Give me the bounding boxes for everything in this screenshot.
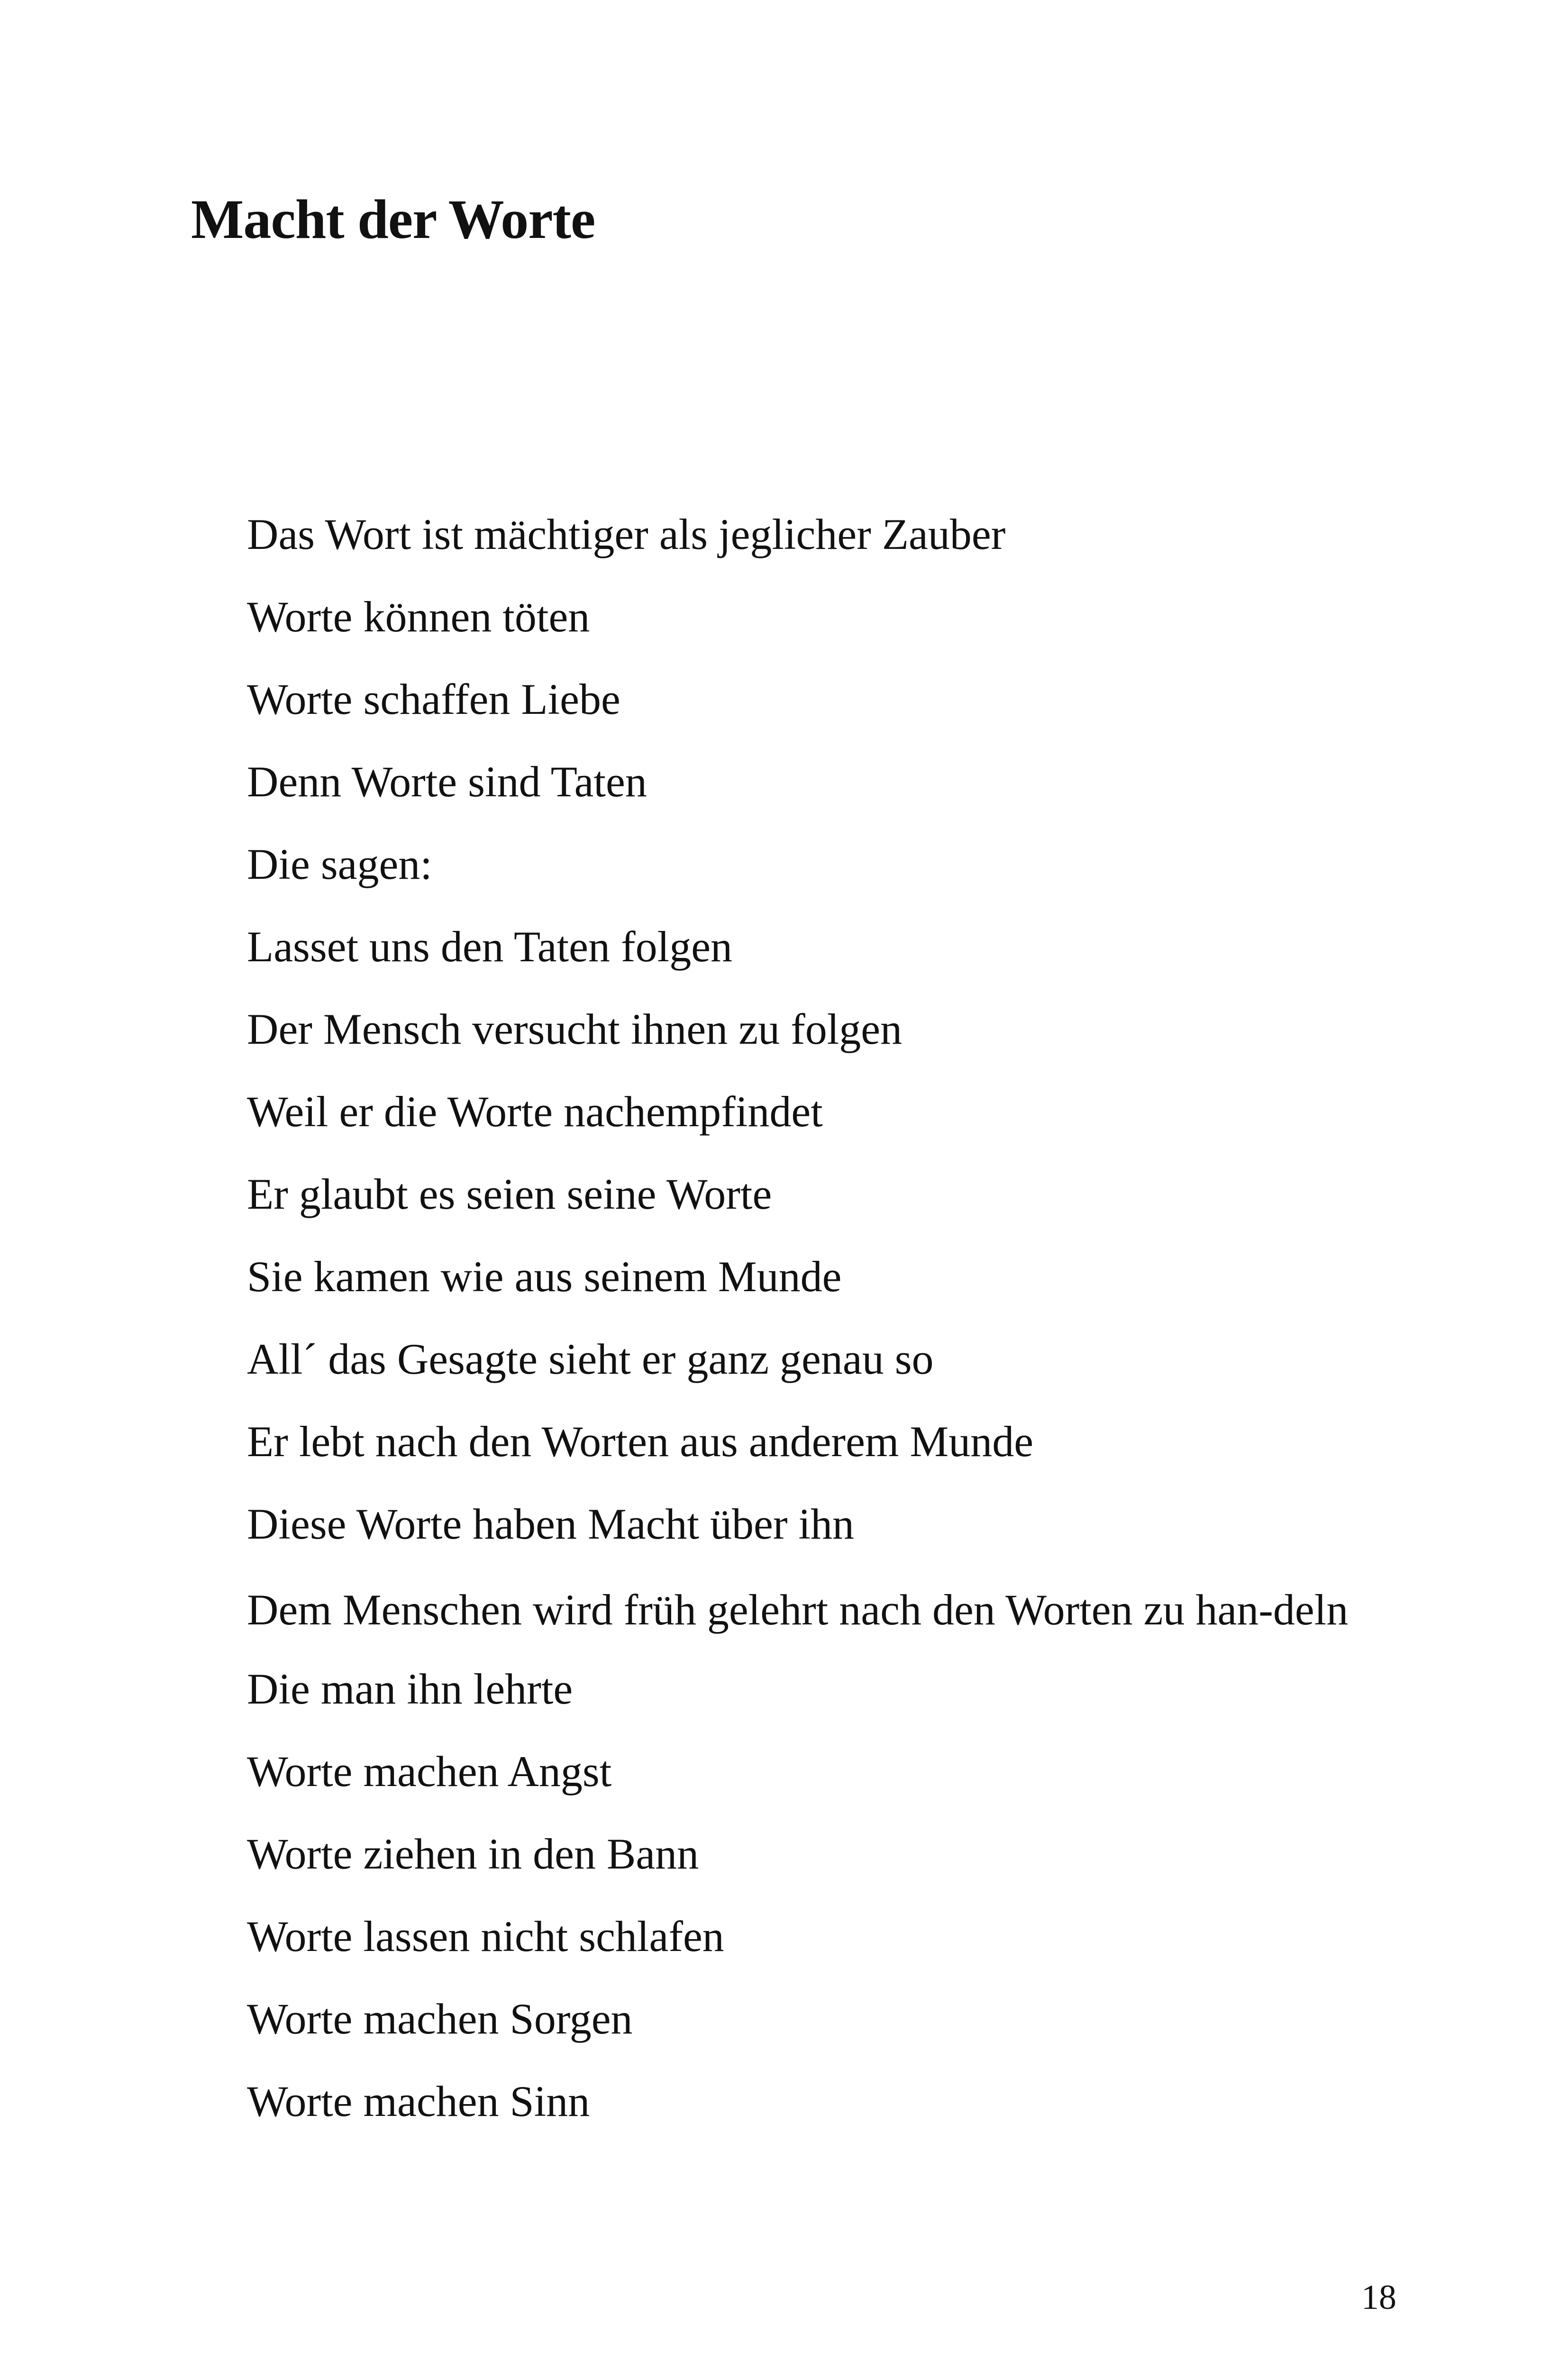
poem-line: Worte machen Sinn: [247, 2077, 590, 2125]
poem-line-wrapped: Dem Menschen wird früh gelehrt nach den Worten zu han-deln: [247, 1586, 1349, 1634]
poem-line: Die sagen:: [247, 840, 432, 888]
poem-line: Diese Worte haben Macht über ihn: [247, 1500, 855, 1548]
poem-line: Der Mensch versucht ihnen zu folgen: [247, 1005, 903, 1053]
poem-line: Worte schaffen Liebe: [247, 675, 620, 723]
poem-line: Die man ihn lehrte: [247, 1665, 573, 1713]
poem-line: Weil er die Worte nachempfindet: [247, 1087, 823, 1136]
poem-line: Denn Worte sind Taten: [247, 757, 647, 806]
poem-line: Lasset uns den Taten folgen: [247, 922, 733, 971]
poem-line: Er glaubt es seien seine Worte: [247, 1170, 772, 1218]
poem-line: Sie kamen wie aus seinem Munde: [247, 1252, 842, 1301]
page-title: Macht der Worte: [191, 188, 595, 250]
poem-line: Das Wort ist mächtiger als jeglicher Zauber: [247, 510, 1006, 558]
poem-line: Worte lassen nicht schlafen: [247, 1912, 724, 1960]
page-number: 18: [1361, 2278, 1396, 2317]
poem-body: [191, 493, 1404, 2142]
poem-line: Worte können töten: [247, 592, 590, 641]
poem-line: Worte machen Sorgen: [247, 1995, 633, 2043]
poem-line: Worte ziehen in den Bann: [247, 1830, 699, 1878]
poem-line: Er lebt nach den Worten aus anderem Munde: [247, 1417, 1034, 1466]
poem-line: All´ das Gesagte sieht er ganz genau so: [247, 1335, 934, 1383]
poem-line: Worte machen Angst: [247, 1747, 612, 1796]
